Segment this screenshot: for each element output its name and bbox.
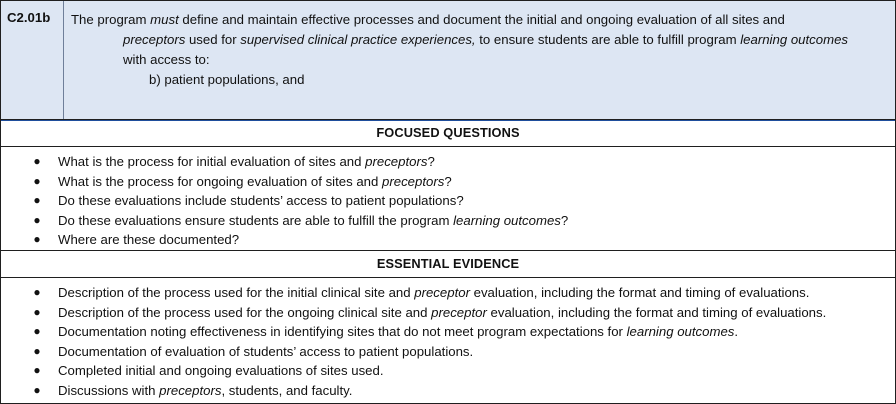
- bullet-icon: ●: [33, 193, 41, 207]
- list-item: ● Do these evaluations ensure students are able to fulfill the program learning outcomes?: [1, 211, 895, 231]
- bullet-icon: ●: [33, 154, 41, 168]
- bullet-icon: ●: [33, 232, 41, 246]
- list-item: ● Discussions with preceptors, students, and faculty.: [1, 381, 895, 401]
- list-item: ● What is the process for ongoing evaluation of sites and preceptors?: [1, 172, 895, 192]
- focused-questions-heading: FOCUSED QUESTIONS: [1, 119, 895, 147]
- standard-text: [71, 10, 891, 90]
- essential-evidence-list: [1, 283, 895, 400]
- bullet-icon: ●: [33, 363, 41, 377]
- bullet-icon: ●: [33, 304, 41, 319]
- essential-evidence-heading: ESSENTIAL EVIDENCE: [1, 250, 895, 278]
- list-item: ● What is the process for initial evaluation of sites and preceptors?: [1, 152, 895, 172]
- bullet-icon: ●: [33, 285, 41, 299]
- bullet-icon: ●: [33, 173, 41, 188]
- bullet-icon: ●: [33, 324, 41, 338]
- list-item: ● Documentation noting effectiveness in identifying sites that do not meet program expectations for learning outcomes.: [1, 322, 895, 342]
- standard-sub-item: b) patient populations, and: [149, 72, 305, 87]
- list-item: ● Do these evaluations include students’ access to patient populations?: [1, 191, 895, 211]
- standard-row: [1, 1, 895, 121]
- list-item: ● Description of the process used for the ongoing clinical site and preceptor evaluation, including the format and timing of evaluations.: [1, 303, 895, 323]
- focused-questions-list: [1, 152, 895, 250]
- standard-line-1: The program must define and maintain effective processes and document the initial and ongoing evaluation of all sites and: [71, 12, 785, 27]
- list-item: ● Where are these documented?: [1, 230, 895, 250]
- list-item: ● Documentation of evaluation of students’ access to patient populations.: [1, 342, 895, 362]
- bullet-icon: ●: [33, 212, 41, 227]
- standard-line-2: preceptors used for supervised clinical practice experiences, to ensure students are able to fulfill program learning outcomes: [123, 32, 848, 47]
- bullet-icon: ●: [33, 382, 41, 397]
- bullet-icon: ●: [33, 343, 41, 358]
- standard-line-3: with access to:: [123, 52, 210, 67]
- standard-code: C2.01b: [1, 1, 64, 119]
- list-item: ● Description of the process used for the initial clinical site and preceptor evaluation, including the format and timing of evaluations.: [1, 283, 895, 303]
- list-item: ● Completed initial and ongoing evaluations of sites used.: [1, 361, 895, 381]
